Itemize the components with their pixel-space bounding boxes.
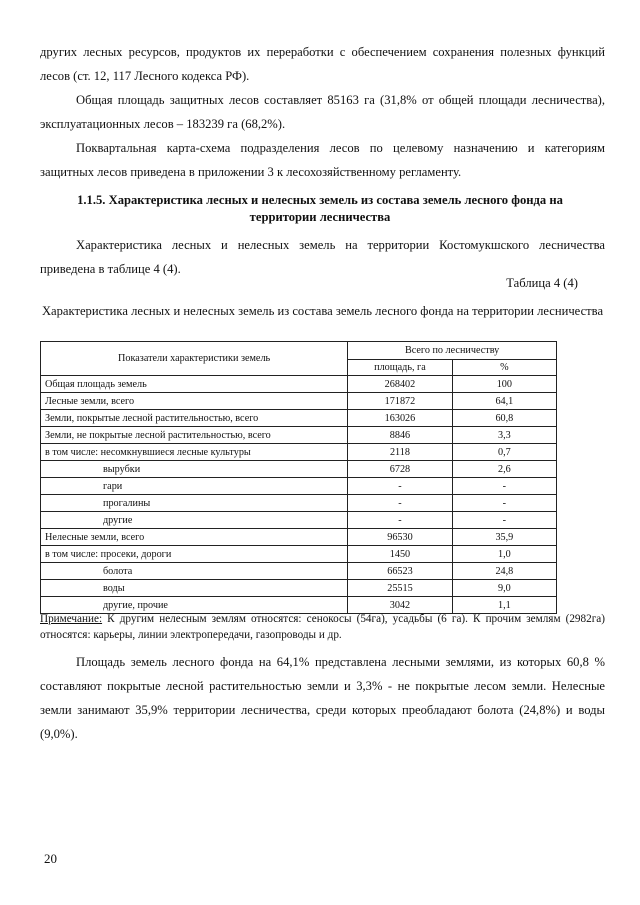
table-row [41,410,557,427]
table-note [40,611,605,643]
row-label: воды [41,580,348,597]
row-area: - [348,512,452,529]
note-label: Примечание: [40,613,103,625]
row-area: 66523 [348,563,452,580]
row-percent: 35,9 [452,529,556,546]
row-area: - [348,478,452,495]
row-label: Нелесные земли, всего [41,529,348,546]
page-number: 20 [44,851,57,866]
table-label: Таблица 4 (4) [506,276,578,290]
table-row [41,461,557,478]
row-label: Земли, покрытые лесной растительностью, всего [41,410,348,427]
table-row [41,563,557,580]
paragraph-protective-forests: Общая площадь защитных лесов составляет 85163 га (31,8% от общей площади лесничества), эксплуатационных лесов – 183239 га (68,2%). [40,93,605,131]
header-total-forestry: Всего по лесничеству [348,342,557,360]
row-percent: - [452,495,556,512]
paragraph-conclusion: Площадь земель лесного фонда на 64,1% представлена лесными землями, из которых 60,8 % составляют покрытые лесной растительностью земли и 3,3% - не покрытые лесом земли. Нелесные земли занимают 35,9% территории лесничества, среди которых преобладают болота (24,8%) и воды (9,0%). [40,655,605,741]
row-area: 268402 [348,376,452,393]
row-percent: 9,0 [452,580,556,597]
table-row [41,529,557,546]
row-label: болота [41,563,348,580]
table-row [41,427,557,444]
row-area: 1450 [348,546,452,563]
row-percent: 0,7 [452,444,556,461]
row-label: в том числе: просеки, дороги [41,546,348,563]
paragraph-intro: Характеристика лесных и нелесных земель на территории Костомукшского лесничества приведена в таблице 4 (4). [40,238,605,276]
row-percent: 64,1 [452,393,556,410]
table-row [41,546,557,563]
paragraph-forest-resources: других лесных ресурсов, продуктов их переработки с обеспечением сохранения полезных функций лесов (ст. 12, 117 Лесного кодекса РФ). [40,45,605,83]
row-percent: - [452,478,556,495]
row-area: 6728 [348,461,452,478]
row-percent: 60,8 [452,410,556,427]
row-percent: 24,8 [452,563,556,580]
row-label: гари [41,478,348,495]
table-row [41,444,557,461]
row-label: Лесные земли, всего [41,393,348,410]
table-row [41,495,557,512]
row-area: 25515 [348,580,452,597]
row-percent: 100 [452,376,556,393]
row-label: другие [41,512,348,529]
row-area: 8846 [348,427,452,444]
header-area: площадь, га [348,360,452,376]
row-percent: 1,0 [452,546,556,563]
row-percent: 1,1 [452,597,556,614]
table-row [41,478,557,495]
row-area: - [348,495,452,512]
table-row [41,376,557,393]
land-characteristics-table [40,341,557,614]
row-label: в том числе: несомкнувшиеся лесные культуры [41,444,348,461]
table-row [41,512,557,529]
paragraph-map-scheme: Поквартальная карта-схема подразделения лесов по целевому назначению и категориям защитных лесов приведена в приложении 3 к лесохозяйственному регламенту. [40,141,605,179]
row-label: вырубки [41,461,348,478]
row-area: 171872 [348,393,452,410]
row-label: прогалины [41,495,348,512]
note-text: К другим нелесным землям относятся: сенокосы (54га), усадьбы (6 га). К прочим землям (2982га) относятся: карьеры, линии электропередачи, газопроводы и др. [40,613,605,641]
row-area: 2118 [348,444,452,461]
row-label: Земли, не покрытые лесной растительностью, всего [41,427,348,444]
table-row [41,393,557,410]
row-percent: 3,3 [452,427,556,444]
header-percent: % [452,360,556,376]
row-label: Общая площадь земель [41,376,348,393]
table-caption: Характеристика лесных и нелесных земель из состава земель лесного фонда на территории лесничества [41,304,604,318]
row-area: 3042 [348,597,452,614]
row-label: другие, прочие [41,597,348,614]
row-area: 163026 [348,410,452,427]
row-percent: - [452,512,556,529]
row-percent: 2,6 [452,461,556,478]
header-indicator: Показатели характеристики земель [41,342,348,376]
section-heading: 1.1.5. Характеристика лесных и нелесных земель из состава земель лесного фонда на территории лесничества [77,193,563,224]
row-area: 96530 [348,529,452,546]
table-row [41,580,557,597]
